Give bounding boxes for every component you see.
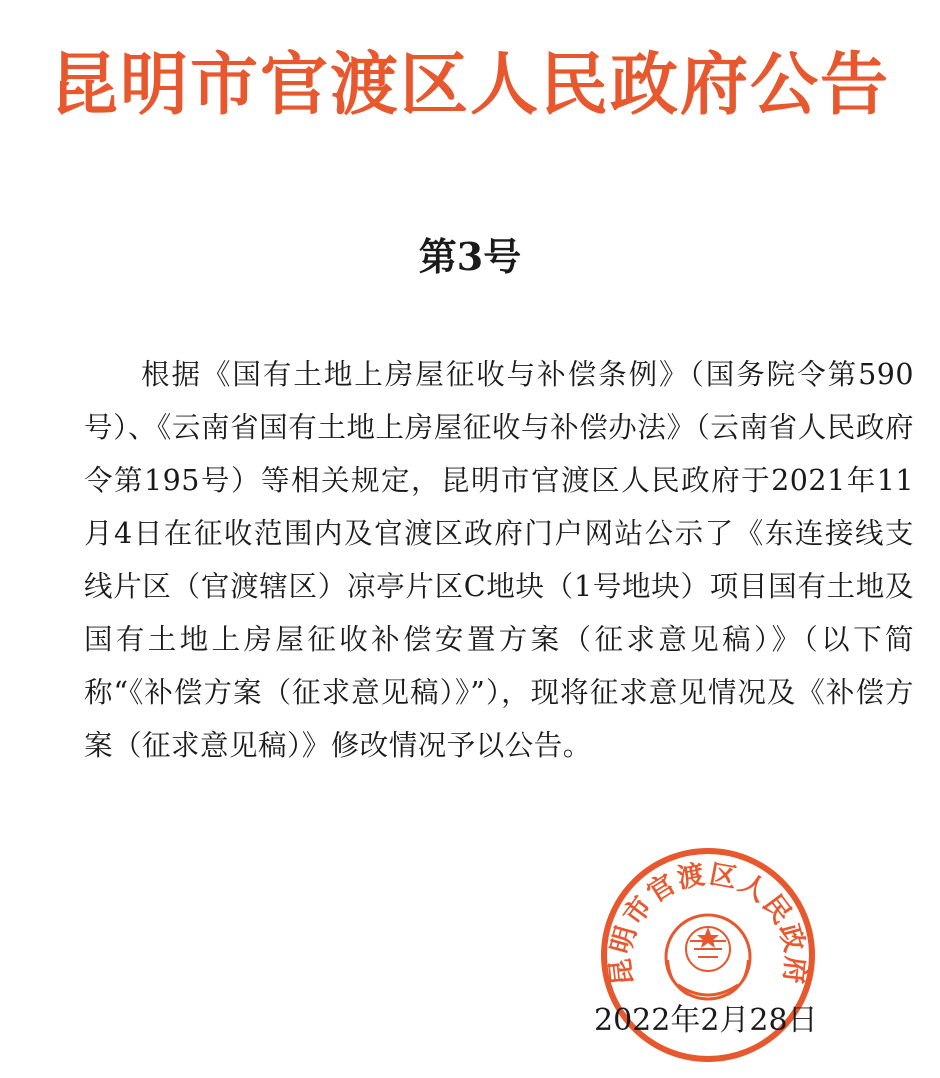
national-emblem-icon <box>666 915 750 999</box>
document-number: 第3号 <box>418 234 522 279</box>
announcement-title: 昆明市官渡区人民政府公告 <box>49 46 890 125</box>
announcement-date: 2022年2月28日 <box>594 1003 818 1038</box>
seal-text-path: 昆明市官渡区人民政府 <box>605 858 811 987</box>
announcement-body: 根据《国有土地上房屋征收与补偿条例》（国务院令第590号）、《云南省国有土地上房屋征收与补偿办法》（云南省人民政府令第195号）等相关规定，昆明市官渡区人民政府于2021年11月4日在征收范围内及官渡区政府门户网站公示了《东连接线支线片区（官渡辖区）凉亭片区C地块（1号地块）项目国有土地及国有土地上房屋征收补偿安置方案（征求意见稿）》（以下简称“《补偿方案（征求意见稿）》”），现将征求意见情况及《补偿方案（征求意见稿）》修改情况予以公告。 <box>84 358 914 762</box>
